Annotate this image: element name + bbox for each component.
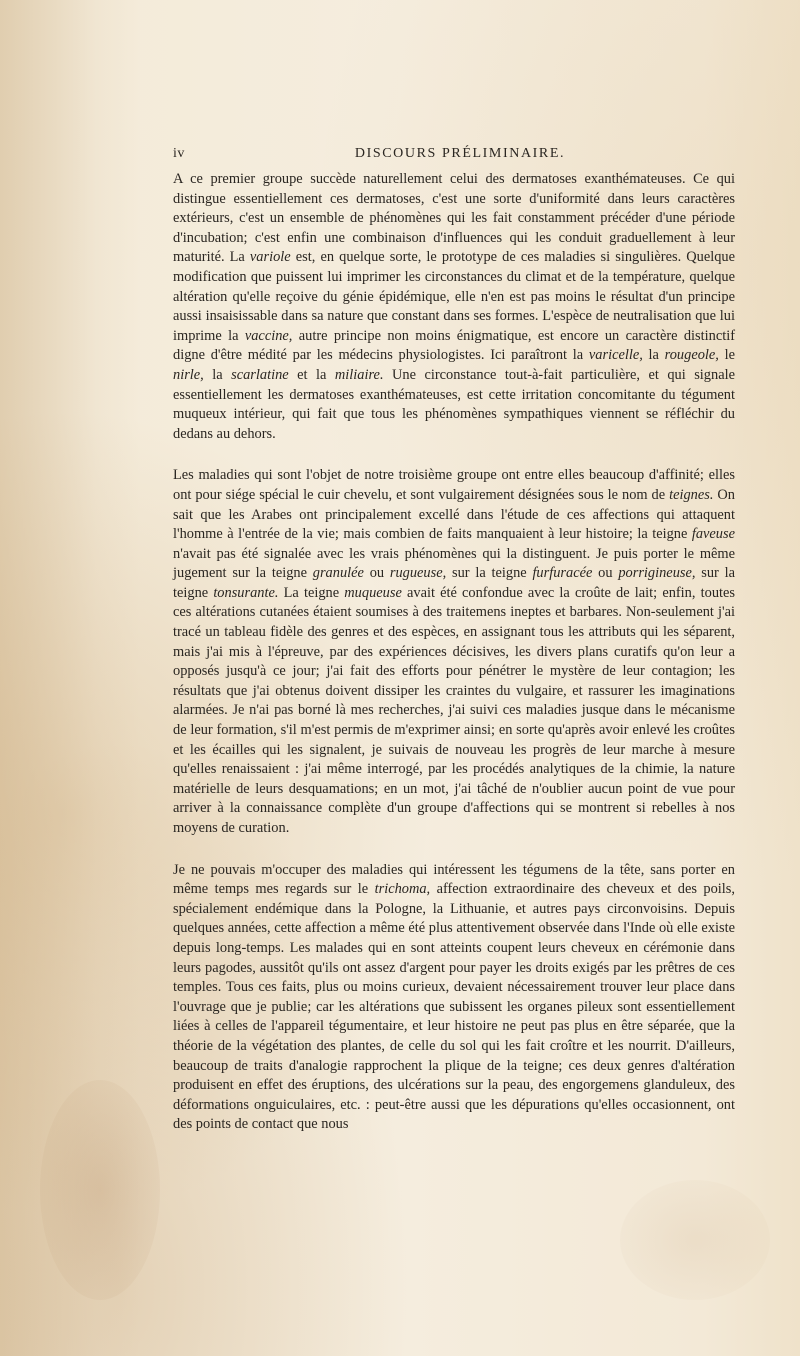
italic-term: furfuracée [532,565,593,582]
italic-term: rougeole, [664,347,719,364]
italic-term: granulée [312,565,364,582]
text-run: autre principe non moins énigmatique, est encore un caractère distinctif digne d'être médité par les médecins physiologistes. Ici paraîtront la [173,327,736,364]
italic-term: rugueuse, [389,565,447,582]
paragraph-2-text [173,467,735,836]
text-run: sur la teigne [173,565,735,601]
text-run: On sait que les Arabes ont principalement excellé dans l'étude de ces affections qui attaquent l'homme à l'entrée de la vie; mais combien de faits manquaient à leur histoire; la teigne [173,486,735,543]
text-run: est, en quelque sorte, le prototype de ces maladies si singulières. Quelque modification que puissent lui imprimer les circonstances du climat et de la température, quelque altération qu'elle reçoive du génie épidémique, elle n'en est pas moins le résultat d'un principe aussi insaisissable dans sa nature que constant dans ses formes. L'espèce de neutralisation que lui imprime la [173,249,736,344]
italic-term: variole [249,249,291,266]
paragraph-2 [173,466,735,838]
text-run: n'avait pas été signalée avec les vrais phénomènes qui la distinguent. Je puis porter le même jugement sur la teigne [173,545,735,582]
text-run: la [203,366,232,383]
italic-term: varicelle, [588,347,643,364]
text-run: le [718,347,736,364]
text-run: avait été confondue avec la croûte de lait; enfin, toutes ces altérations cutanées étaient soumises à des traitemens ineptes et barbares. Non-seulement j'ai tracé un tableau fidèle des genres et des espèces, en assignant tous les attributs qui les séparent, mais j'ai mis à l'épreuve, par des expériences décisives, les divers plans curatifs qu'on leur a opposés jusqu'à ce jour; j'ai fait des efforts pour pénétrer le mystère de leur contagion; les résultats que j'ai obtenus doivent dissiper les craintes du vulgaire, et rassurer les imaginations alarmées. Je n'ai pas borné là mes recherches, j'ai suivi ces maladies jusque dans le mécanisme de leur formation, s'il m'est permis de m'exprimer ainsi; en sorte qu'après avoir enlevé les croûtes et les écailles qui les signalent, je suivais de nouveau les progrès de leur marche à mesure qu'elles renaissaient : j'ai même interrogé, par les procédés analytiques de la chimie, la nature matérielle de leurs desquamations; en un mot, j'ai tâché de n'oublier aucun point de vue pour arriver à la connaissance complète d'un groupe d'affections qui se montrent si rebelles à nos moyens de curation. [173,584,736,836]
italic-term: trichoma, [374,881,431,898]
text-run: ou [592,565,619,582]
italic-term: teignes. [669,486,714,503]
italic-term: vaccine, [244,327,293,344]
text-run: A ce premier groupe succède naturellement celui des dermatoses exanthémateuses. Ce qui distingue essentiellement ces dermatoses, c'est une sorte d'uniformité dans leurs caractères extérieurs, c'est un ensemble de phénomènes qui les fait constamment précéder d'une période d'incubation; c'est enfin une combinaison d'influences qui les conduit graduellement à leur maturité. La [173,171,735,266]
text-run: et la [288,366,335,383]
italic-term: nirle, [173,366,204,383]
italic-term: muqueuse [344,584,402,601]
body-text [173,170,735,1154]
paper-stain [620,1180,770,1300]
text-run: Une circonstance tout-à-fait particulière, et qui signale essentiellement les dermatoses exanthémateuses, est cette irritation concomitante du tégument muqueux intérieur, qui fait que tous les phénomènes sympathiques viennent se réfléchir du dedans au dehors. [173,366,735,442]
text-run: Je ne pouvais m'occuper des maladies qui intéressent les tégumens de la tête, sans porter en même temps mes regards sur le [173,861,735,898]
paper-stain [40,1080,160,1300]
paragraph-3 [173,861,735,1135]
paragraph-1-text [173,171,735,442]
text-run: La teigne [278,584,345,601]
text-run: sur la teigne [446,565,533,582]
page-number: iv [173,146,185,161]
italic-term: miliaire. [334,366,384,383]
text-run: affection extraordinaire des cheveux et des poils, spécialement endémique dans la Pologne, la Lithuanie, et autres pays circonvoisins. Depuis quelques années, cette affection a même été plus attentivement observée dans l'Inde où elle existe depuis long-temps. Les malades qui en sont atteints coupent leurs cheveux en cérémonie dans leurs pagodes, aussitôt qu'ils ont assez d'argent pour payer les droits exigés par les prêtres de ces temples. Tous ces faits, plus ou moins curieux, devaient nécessairement trouver leur place dans l'ouvrage que je publie; car les altérations que subissent les organes pileux sont essentiellement liées à celles de l'appareil tégumentaire, et leur histoire ne peut pas plus en être séparée, que la théorie de la végétation des plantes, de celle du sol qui les fait croître et les nourrit. D'ailleurs, beaucoup de traits d'analogie rapprochent la plique de la teigne; ces deux genres d'altération produisent en effet des éruptions, des ulcérations sur la peau, des engorgemens glanduleux, des déformations onguiculaires, etc. : peut-être aussi que les dépurations qu'elles occasionnent, ont des points de contact que nous [173,881,735,1133]
text-run: la [642,347,665,364]
running-title: DISCOURS PRÉLIMINAIRE. [354,146,566,161]
italic-term: faveuse [691,526,735,543]
paragraph-3-text [173,862,735,1133]
text-run: Les maladies qui sont l'objet de notre troisième groupe ont entre elles beaucoup d'affinité; elles ont pour siége spécial le cuir chevelu, et sont vulgairement désignées sous le nom de [173,467,735,503]
italic-term: scarlatine [231,366,289,383]
running-head [173,146,735,166]
paper-stain [0,0,140,1356]
italic-term: porrigineuse, [618,565,696,582]
paragraph-1 [173,170,735,444]
italic-term: tonsurante. [213,584,279,601]
text-run: ou [363,565,390,582]
